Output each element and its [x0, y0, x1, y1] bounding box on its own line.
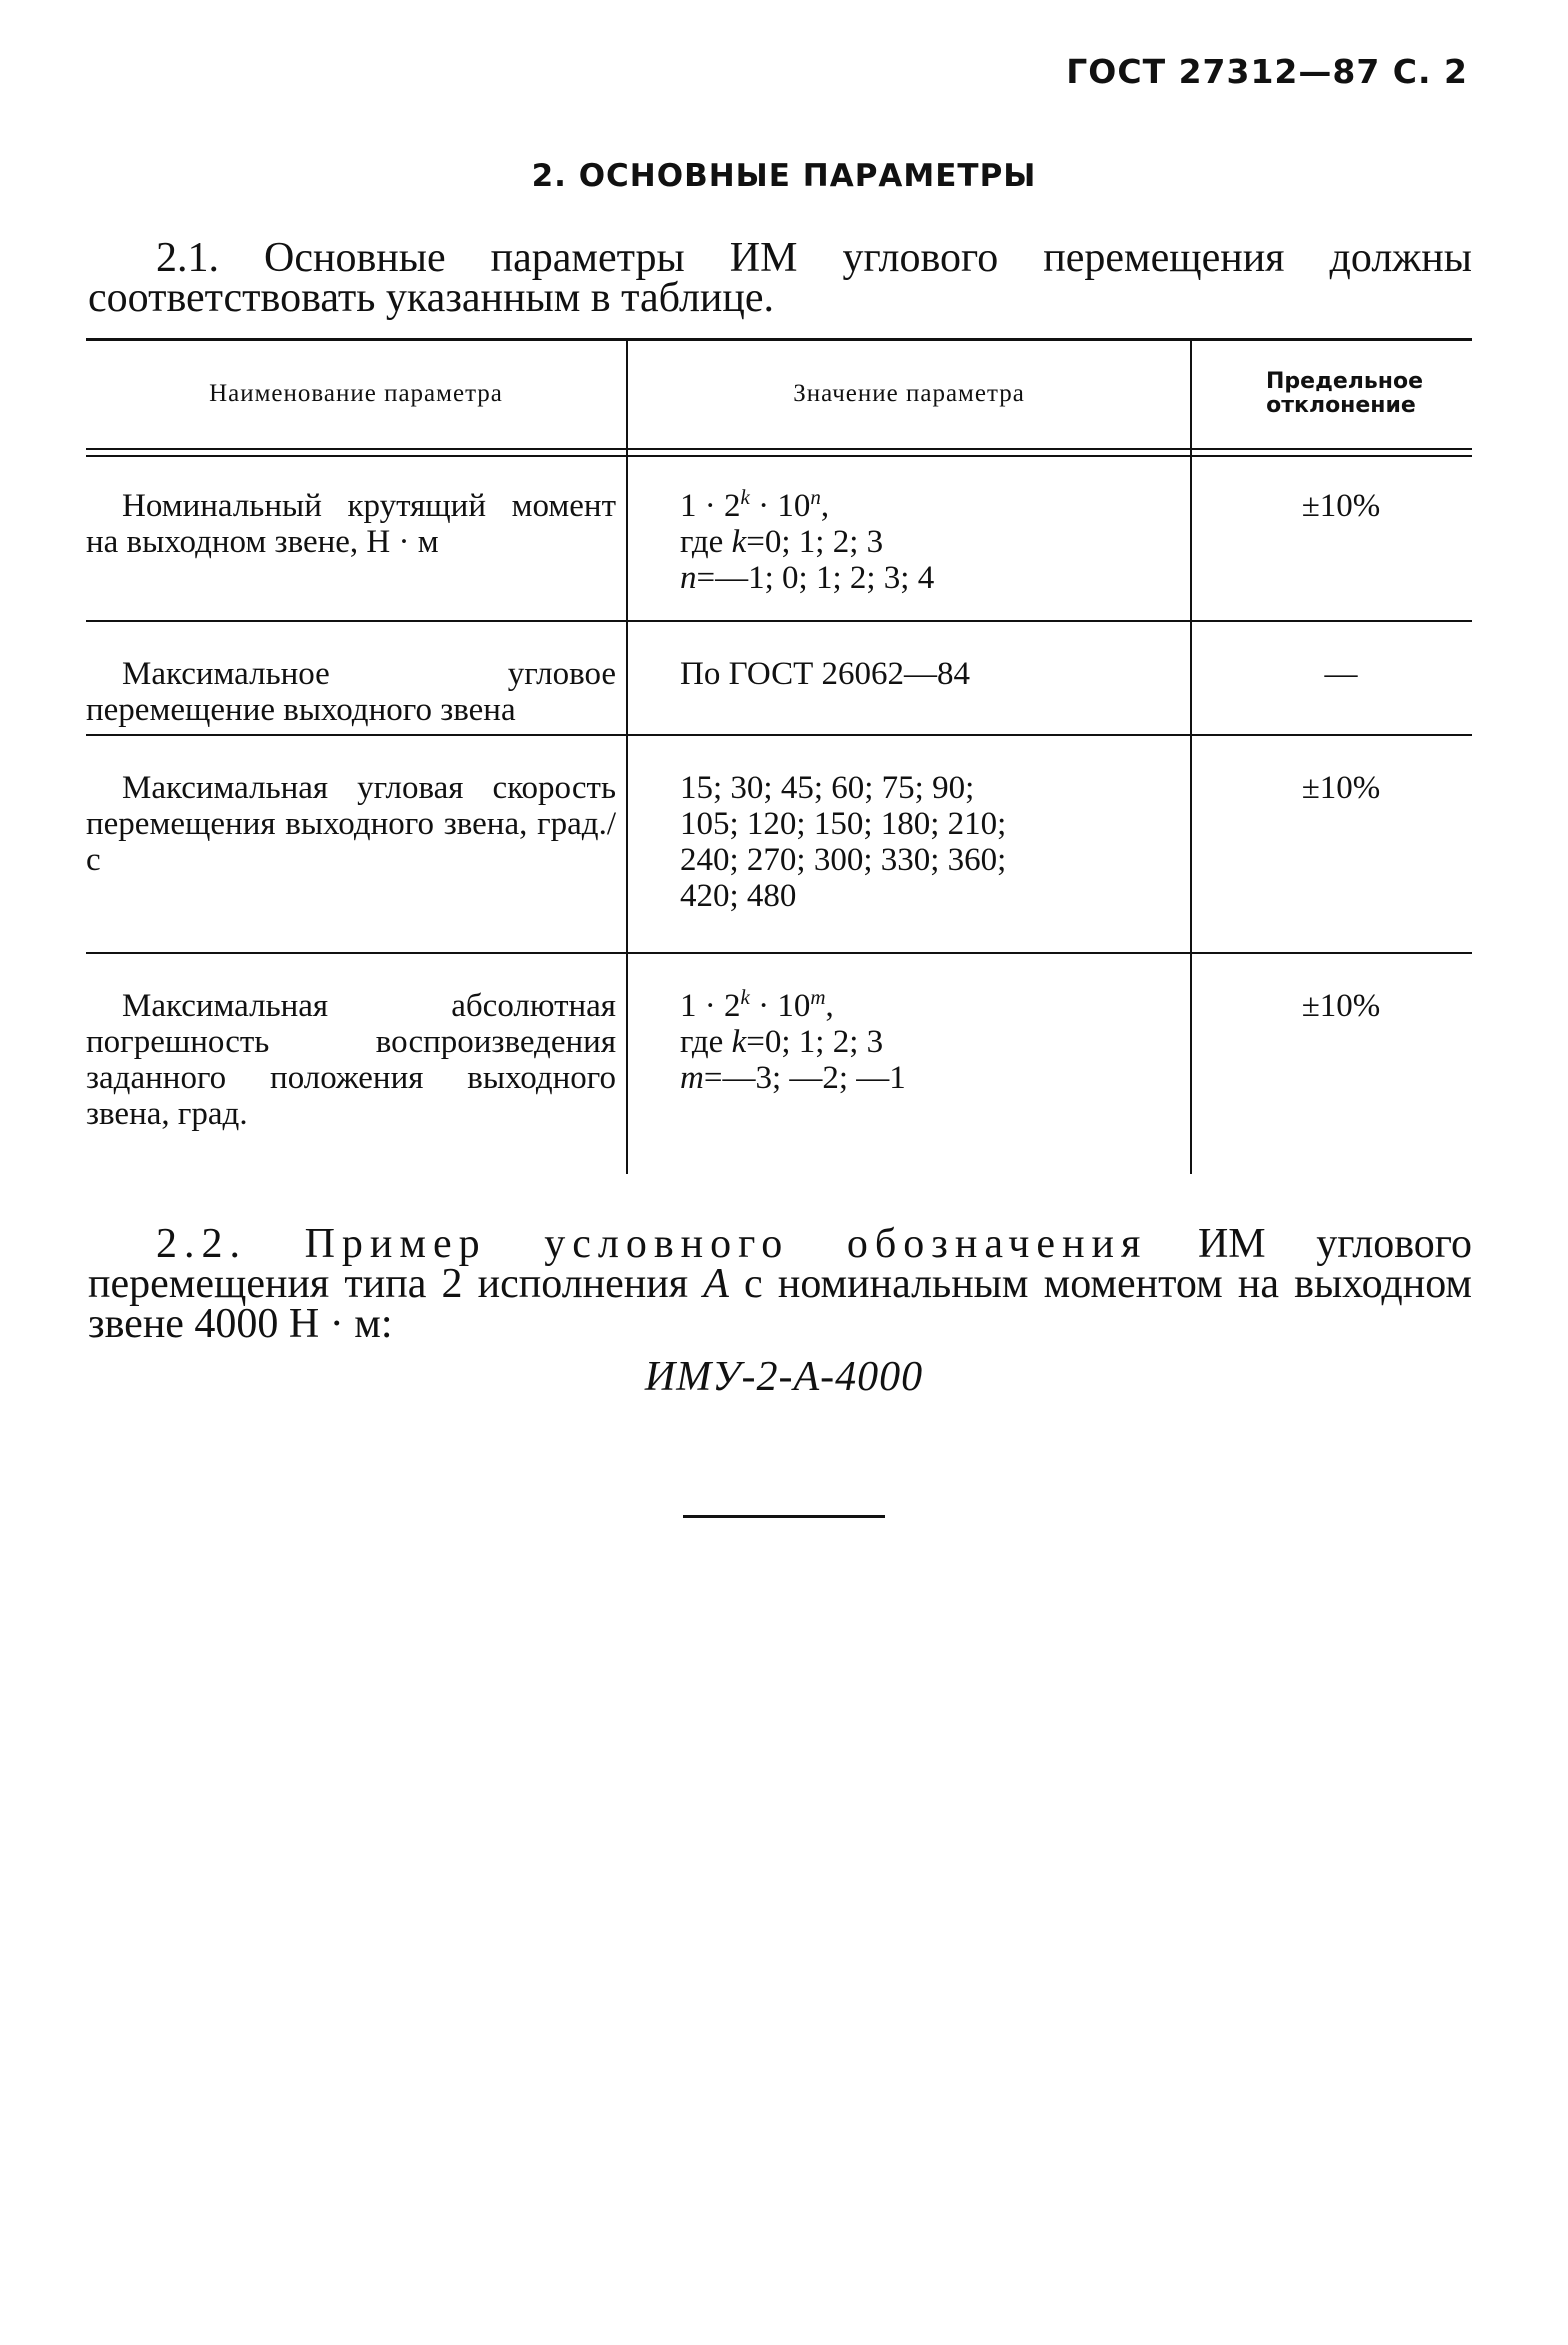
- table-row-1-value: $1 \cdot 2^k \cdot 10^n$, где k=0; 1; 2; 3 n=—1; 0; 1; 2; 3; 4: [680, 485, 935, 596]
- table-row-2-value: По ГОСТ 26062—84: [680, 656, 970, 692]
- parameters-table: [86, 338, 1472, 1174]
- column-divider: [1190, 341, 1192, 1174]
- header-parameter-name: Наименование параметра: [209, 380, 503, 407]
- row-divider: [86, 620, 1472, 622]
- header-parameter-value: Значение параметра: [793, 380, 1025, 407]
- table-row-1-deviation: ±10%: [1301, 488, 1381, 524]
- header-deviation: Предельное отклонение: [1266, 369, 1424, 418]
- row-divider: [86, 952, 1472, 954]
- header-rule-double: [86, 455, 1472, 457]
- table-row-3-deviation: ±10%: [1301, 770, 1381, 806]
- table-row-4-name: [86, 988, 616, 1132]
- row-1-name-text: Номинальный крутящий момент на выходном звене, Н · м: [86, 488, 616, 560]
- row-divider: [86, 734, 1472, 736]
- table-row-4-value: $1 \cdot 2^k \cdot 10^m$, где k=0; 1; 2; 3 m=—3; —2; —1: [680, 985, 906, 1096]
- page-header: ГОСТ 27312—87 С. 2: [1066, 52, 1468, 91]
- column-divider: [626, 341, 628, 1174]
- table-row-4-deviation: ±10%: [1301, 988, 1381, 1024]
- paragraph-2-2: 2.2. Пример условного обозначения ИМ углового перемещения типа 2 исполнения А с номинальным моментом на выходном звене 4000 Н · м:: [88, 1221, 1472, 1347]
- table-top-rule: [86, 338, 1472, 341]
- table-row-1-name: [86, 488, 616, 560]
- section-title: 2. ОСНОВНЫЕ ПАРАМЕТРЫ: [531, 158, 1037, 194]
- table-row-3-value: 15; 30; 45; 60; 75; 90; 105; 120; 150; 180; 210; 240; 270; 300; 330; 360; 420; 480: [680, 770, 1007, 914]
- row-4-name-text: Максимальная абсолютная погрешность воспроизведения заданного положения выходного звена, град.: [86, 988, 616, 1132]
- end-rule: [683, 1515, 885, 1518]
- example-label: 2.2. Пример условного обозначения: [156, 1221, 1148, 1267]
- designation-example: ИМУ-2-А-4000: [644, 1354, 924, 1400]
- row-3-name-text: Максимальная угловая скорость перемещения выходного звена, град./с: [86, 770, 616, 878]
- header-rule: [86, 448, 1472, 450]
- table-row-2-name: [86, 656, 616, 728]
- paragraph-2-1: 2.1. Основные параметры ИМ углового перемещения должны соответствовать указанным в таблице.: [88, 235, 1472, 321]
- table-row-3-name: [86, 770, 616, 878]
- table-row-2-deviation: —: [1324, 656, 1358, 692]
- row-2-name-text: Максимальное угловое перемещение выходного звена: [86, 656, 616, 728]
